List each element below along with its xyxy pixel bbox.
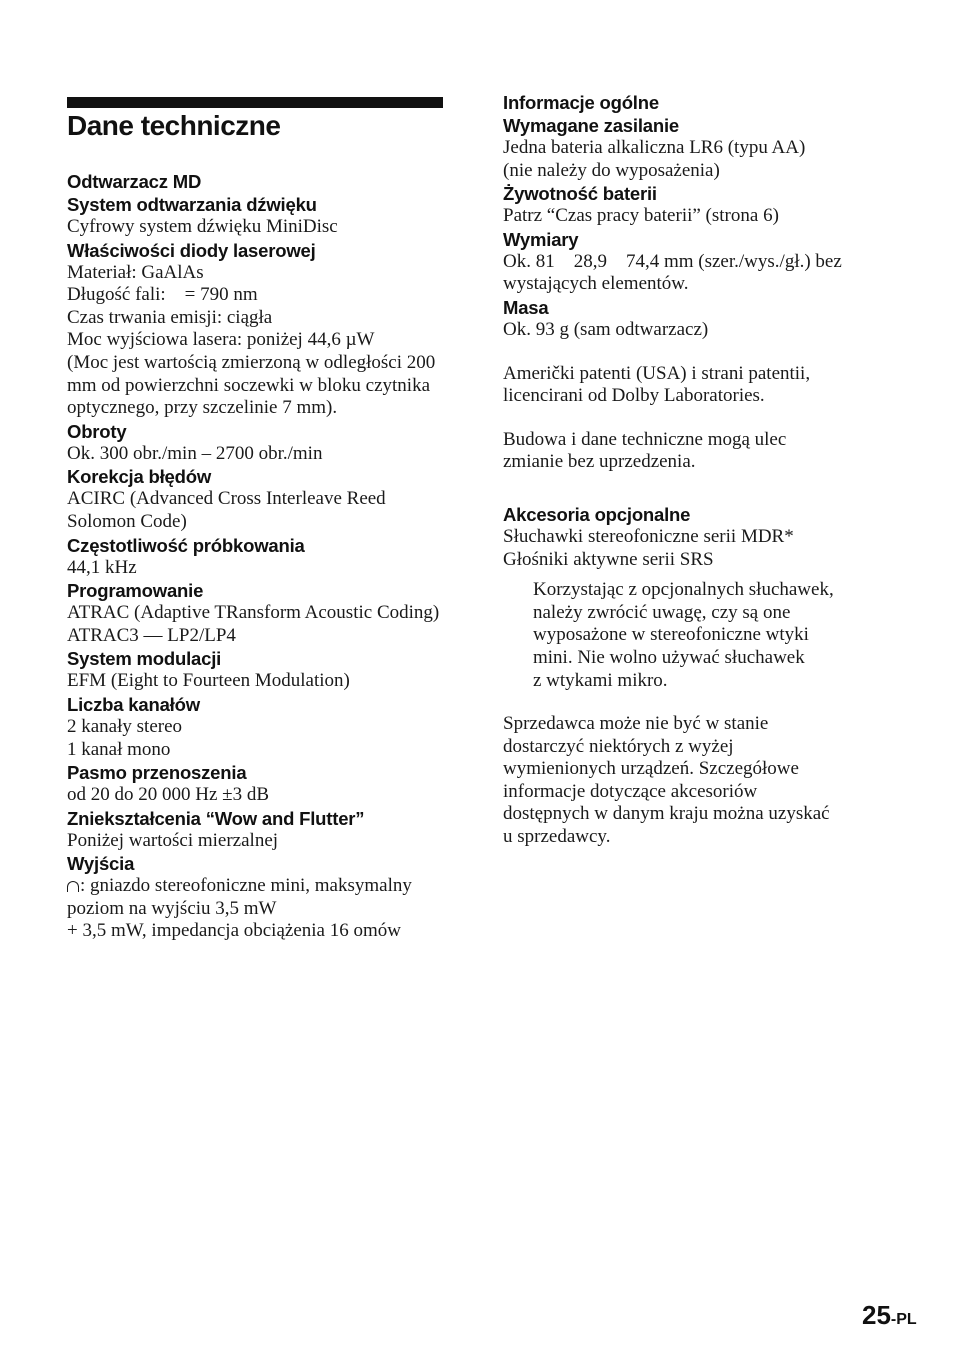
section-heading-accessories: Akcesoria opcjonalne: [503, 503, 691, 525]
spec-value: 2 kanały stereo 1 kanał mono: [67, 715, 183, 760]
spec-label: Programowanie: [67, 580, 204, 602]
accessories-note: Korzystając z opcjonalnych słuchawek, należy zwrócić uwagę, czy są one wyposażone w stereofoniczne wtyki mini. Nie wolno używać słuchawek z wtykami mikro.: [533, 579, 834, 691]
spec-label: Żywotność baterii: [503, 183, 657, 205]
spec-value: Ok. 93 g (sam odtwarzacz): [503, 318, 709, 340]
spec-value: Ok. 81 28,9 74,4 mm (szer./wys./gł.) bez wystających elementów.: [503, 250, 842, 295]
spec-label: System modulacji: [67, 648, 222, 670]
spec-value: Poniżej wartości mierzalnej: [67, 829, 279, 851]
page-number-suffix: -PL: [890, 1311, 917, 1328]
spacer: [503, 571, 883, 579]
spec-label: Liczba kanałów: [67, 693, 200, 715]
spacer: [503, 408, 883, 429]
spec-value: 44,1 kHz: [67, 556, 137, 578]
dealer-paragraph: Sprzedawca może nie być w stanie dostarczyć niektórych z wyżej wymienionych urządzeń. Szczegółowe informacje dotyczące akcesoriów dostępnych w danym kraju można uzyskać u sprzedawcy.: [503, 713, 830, 848]
spec-label: Obroty: [67, 420, 127, 442]
patents-paragraph: Američki patenti (USA) i strani patentii, licencirani od Dolby Laboratories.: [503, 362, 811, 407]
spec-value: EFM (Eight to Fourteen Modulation): [67, 670, 350, 692]
spec-label: Pasmo przenoszenia: [67, 762, 247, 784]
spec-value: Ok. 300 obr./min – 2700 obr./min: [67, 442, 323, 464]
accessories-list: Słuchawki stereofoniczne serii MDR* Głośniki aktywne serii SRS: [503, 525, 794, 570]
page-title: Dane techniczne: [67, 110, 281, 141]
spec-label: Właściwości diody laserowej: [67, 239, 316, 261]
section-heading-general: Informacje ogólne: [503, 92, 659, 113]
spec-value: Materiał: GaAlAs Długość fali: = 790 nm Czas trwania emisji: ciągła Moc wyjściowa lasera: poniżej 44,6 µW (Moc jest wartością zmierzoną w odległości 200 mm od powierzchni soczewki w bloku czytnika optycznego, przy szczelinie 7 mm).: [67, 261, 436, 419]
outputs-text: : gniazdo stereofoniczne mini, maksymalny poziom na wyjściu 3,5 mW + 3,5 mW, impedancja obciążenia 16 omów: [67, 875, 412, 942]
spec-label: Zniekształcenia “Wow and Flutter”: [67, 807, 365, 829]
spec-value: Patrz “Czas pracy baterii” (strona 6): [503, 205, 779, 227]
spacer: [503, 342, 883, 363]
spec-value: od 20 do 20 000 Hz ±3 dB: [67, 784, 270, 806]
spec-label: Wymiary: [503, 228, 579, 250]
spec-value-outputs: [67, 875, 452, 943]
spec-label: Wyjścia: [67, 853, 135, 875]
section-heading-md-player: Odtwarzacz MD: [67, 171, 202, 192]
spec-label: Częstotliwość próbkowania: [67, 534, 305, 556]
spec-label: Korekcja błędów: [67, 466, 212, 488]
spec-value: Cyfrowy system dźwięku MiniDisc: [67, 216, 338, 237]
page-number-value: 25: [862, 1300, 891, 1330]
spacer: [503, 474, 883, 503]
right-column: [503, 91, 883, 849]
headphones-icon: [67, 881, 79, 892]
spec-label: Wymagane zasilanie: [503, 115, 679, 136]
title-rule: [67, 97, 443, 108]
spec-label: System odtwarzania dźwięku: [67, 194, 317, 215]
spec-value: ACIRC (Advanced Cross Interleave Reed Solomon Code): [67, 488, 386, 532]
spec-value: ATRAC (Adaptive TRansform Acoustic Coding) ATRAC3 — LP2/LP4: [67, 602, 440, 646]
spec-value: Jedna bateria alkaliczna LR6 (typu AA) (nie należy do wyposażenia): [503, 137, 806, 181]
spacer: [503, 692, 883, 713]
notice-paragraph: Budowa i dane techniczne mogą ulec zmianie bez uprzedzenia.: [503, 428, 787, 473]
spec-label: Masa: [503, 296, 549, 318]
page-number: [862, 1300, 917, 1331]
left-column: [67, 170, 452, 943]
